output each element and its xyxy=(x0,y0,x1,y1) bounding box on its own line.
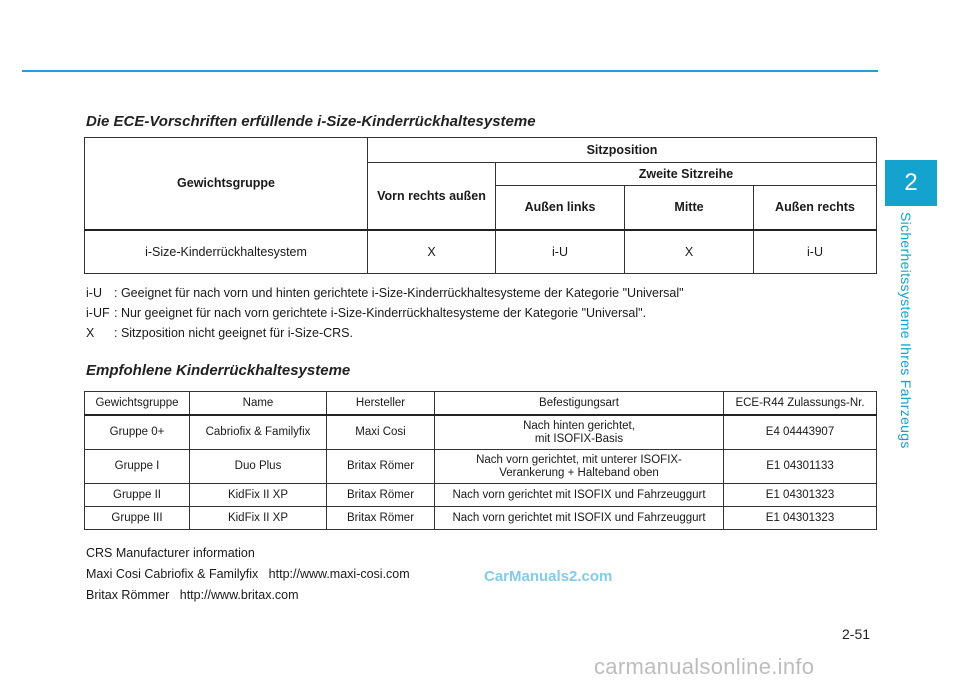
header-middle: Mitte xyxy=(625,186,754,230)
crs-info xyxy=(86,543,410,606)
col-header: Name xyxy=(190,392,327,416)
col-header: Befestigungsart xyxy=(435,392,724,416)
header-front-right: Vorn rechts außen xyxy=(368,163,496,230)
recommended-table xyxy=(84,391,877,530)
chapter-title-text: Sicherheitssysteme Ihres Fahrzeugs xyxy=(898,212,914,449)
header-second-row: Zweite Sitzreihe xyxy=(496,163,877,186)
header-outer-left: Außen links xyxy=(496,186,625,230)
cell-middle: X xyxy=(625,230,754,274)
table-row: Gruppe II KidFix II XP Britax Römer Nach vorn gerichtet mit ISOFIX und Fahrzeuggurt E1 04301323 xyxy=(85,484,877,507)
chapter-side-title xyxy=(898,212,922,449)
cell-outer-right: i-U xyxy=(754,230,877,274)
crs-line: Britax Römmer http://www.britax.com xyxy=(86,588,299,602)
legend-item: i-U : Geeignet für nach vorn und hinten gerichtete i-Size-Kinderrückhaltesysteme der Kategorie "Universal" xyxy=(86,286,684,300)
top-rule xyxy=(22,70,878,72)
col-header: Gewichtsgruppe xyxy=(85,392,190,416)
table-row: Gruppe 0+ Cabriofix & Familyfix Maxi Cosi Nach hinten gerichtet, mit ISOFIX-Basis E4 04443907 xyxy=(85,415,877,450)
header-weight-group: Gewichtsgruppe xyxy=(85,138,368,230)
legend-item: i-UF : Nur geeignet für nach vorn gerichtete i-Size-Kinderrückhaltesysteme der Kategorie "Universal". xyxy=(86,306,647,320)
watermark-logo: CarManuals2.com xyxy=(484,568,613,585)
chapter-number-tab: 2 xyxy=(885,160,937,206)
section-title-recommended: Empfohlene Kinderrückhaltesysteme xyxy=(86,362,351,379)
page-number: 2-51 xyxy=(842,626,871,642)
footer-watermark: carmanualsonline.info xyxy=(594,654,815,679)
header-outer-right: Außen rechts xyxy=(754,186,877,230)
legend xyxy=(86,283,684,343)
table-row: Gruppe I Duo Plus Britax Römer Nach vorn gerichtet, mit unterer ISOFIX- Verankerung + Halteband oben E1 04301133 xyxy=(85,450,877,484)
section-title-isize: Die ECE-Vorschriften erfüllende i-Size-Kinderrückhaltesysteme xyxy=(86,113,536,130)
col-header: Hersteller xyxy=(327,392,435,416)
header-seat-position: Sitzposition xyxy=(368,138,877,163)
legend-item: X : Sitzposition nicht geeignet für i-Size-CRS. xyxy=(86,326,353,340)
crs-line: Maxi Cosi Cabriofix & Familyfix http://www.maxi-cosi.com xyxy=(86,567,410,581)
row-label: i-Size-Kinderrückhaltesystem xyxy=(85,230,368,274)
cell-front-right: X xyxy=(368,230,496,274)
cell-outer-left: i-U xyxy=(496,230,625,274)
col-header: ECE-R44 Zulassungs-Nr. xyxy=(724,392,877,416)
crs-heading: CRS Manufacturer information xyxy=(86,546,255,560)
isize-table xyxy=(84,137,877,274)
table-row: Gruppe III KidFix II XP Britax Römer Nach vorn gerichtet mit ISOFIX und Fahrzeuggurt E1 04301323 xyxy=(85,507,877,530)
